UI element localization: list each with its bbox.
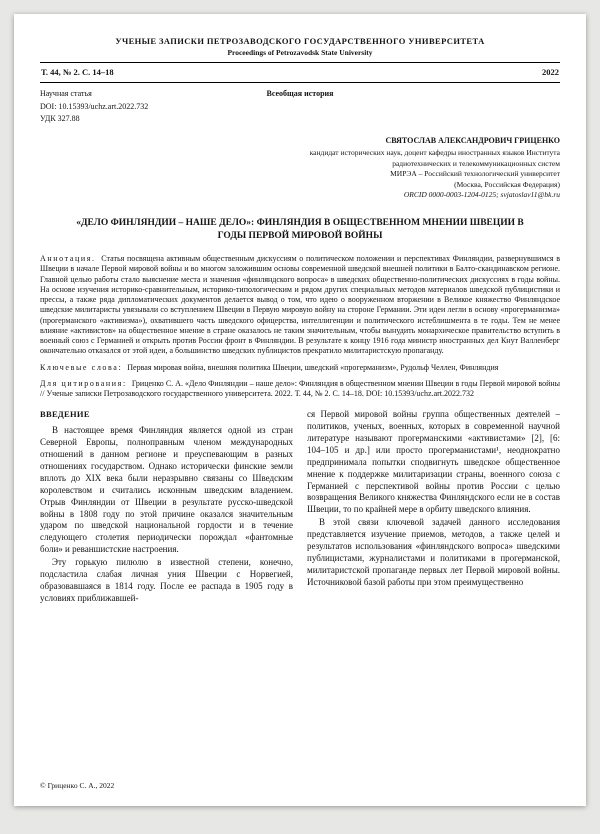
- header-divider-top: [40, 62, 560, 63]
- volume-row: [40, 67, 560, 77]
- article-type: Научная статья: [40, 89, 92, 98]
- journal-title-en: Proceedings of Petrozavodsk State University: [227, 48, 373, 57]
- udc-code: УДК 327.88: [40, 114, 80, 123]
- body-paragraph: В этой связи ключевой задачей данного исследования представляется изучение приемов, методов, а также целей и результатов использования «финляндского вопроса» шведскими публицистами, журналистами и политиками в прогерманской, милитаристской пропаганде первых лет Первой мировой войны. Источниковой базой работы при этом преимущественно: [307, 517, 560, 587]
- right-column: [307, 409, 560, 604]
- introduction-heading: ВВЕДЕНИЕ: [40, 409, 90, 420]
- left-column: [40, 409, 293, 604]
- copyright-footer: © Гриценко С. А., 2022: [40, 781, 115, 790]
- keywords-label: Ключевые слова:: [40, 362, 123, 372]
- abstract-block: [40, 254, 560, 356]
- article-page: [14, 14, 586, 806]
- abstract-text: Статья посвящена активным общественным дискуссиям о политическом положении и перспективах Финляндии, развернувшимся в Швеции в начале Первой мировой войны и во многом заложившим основы современной шведской внешней политики в Балто-скандинавском регионе. Главной целью работы стало выяснение места и значения «финляндского вопроса» в шведских общественно-политических дискуссиях в годы войны. На основе изучения историко-сравнительным, историко-типологическим и рядом других специальных методов материалов шведской публицистики и прессы, а также ряда дипломатических документов делается вывод о том, что идею о вооруженном вторжении в Великое княжество Финляндское шведские милитаристы увязывали со вступлением Швеции в Первую мировую войну на стороне Германии. Эти идеи легли в основу «прогерманизма» (прогерманского «активизма»), охватившего часть шведского офицерства, интеллигенции и политического истеблишмента в те годы. Тем не менее влияние «активистов» на общественное мнение в стране оказалось не таким значительным, чтобы вынудить монархическое правительство вступить в военный союз с Германией и открыть против России фронт в Финляндии. В результате к концу 1916 года министр иностранных дел Кнут Валленберг окончательно отказался от этой идеи, а большинство шведских публицистов прекратило милитаристскую пропаганду.: [40, 254, 560, 356]
- body-paragraph: Эту горькую пилюлю в известной степени, конечно, подсластила слабая личная уния Швеции с Норвегией, образовавшаяся в 1814 году. После ее распада в 1905 году в условиях приближавшей-: [40, 557, 293, 603]
- author-organization: МИРЭА – Российский технологический университет: [390, 169, 560, 179]
- body-paragraph: ся Первой мировой войны группа общественных деятелей – политиков, ученых, военных, которых в современной научной литературе называют прогерманскими «активистами» [2], [6: 104–105 и др.] или просто прогерманистами¹, неоднократно предпринимала попытки сподвигнуть шведское общественное мнение к поддержке милитаризации страны, военного союза с Германией с перспективой войны против России с целью возвращения Великого княжества Финляндского если не в состав Швеции, то по крайней мере в орбиту шведского влияния.: [307, 409, 560, 515]
- author-orcid-email: ORCID 0000-0003-1204-0125; svjatoslav11@bk.ru: [403, 190, 560, 200]
- journal-title-ru: УЧЕНЫЕ ЗАПИСКИ ПЕТРОЗАВОДСКОГО ГОСУДАРСТВЕННОГО УНИВЕРСИТЕТА: [115, 36, 485, 46]
- keywords-text: Первая мировая война, внешняя политика Швеции, шведский «прогерманизм», Рудольф Челлен, Финляндия: [127, 362, 499, 372]
- author-location: (Москва, Российская Федерация): [454, 179, 560, 189]
- doi: DOI: 10.15393/uchz.art.2022.732: [40, 102, 149, 111]
- body-paragraph: В настоящее время Финляндия является одной из стран Северной Европы, полноправным членом международных отношений в данном регионе и преуспевающим в разных отношениях государством. Однако исторически финские земли вплоть до XIX века были неразрывно связаны со Шведским королевством и считались исконным шведским владением. Отрыв Финляндии от Швеции в результате русско-шведской войны в 1808 году по этой причине оказался значительным ударом по шведской национальной гордости и в течение следующего столетия периодически порождал «фантомные боли» и реваншистские настроения.: [40, 425, 293, 555]
- publication-year: 2022: [542, 67, 559, 77]
- author-name: СВЯТОСЛАВ АЛЕКСАНДРОВИЧ ГРИЦЕНКО: [385, 136, 560, 145]
- author-block: [40, 135, 560, 201]
- article-title: «ДЕЛО ФИНЛЯНДИИ – НАШЕ ДЕЛО»: ФИНЛЯНДИЯ В ОБЩЕСТВЕННОМ МНЕНИИ ШВЕЦИИ В ГОДЫ ПЕРВОЙ МИРОВОЙ ВОЙНЫ: [76, 217, 524, 242]
- keywords-block: [40, 363, 560, 373]
- article-body: [40, 409, 560, 604]
- citation-block: [40, 379, 560, 399]
- citation-label: Для цитирования:: [40, 378, 127, 388]
- author-position: кандидат исторических наук, доцент кафедры иностранных языков Института радиотехнических и телекоммуникационных систем: [309, 148, 560, 168]
- citation-text: Гриценко С. А. «Дело Финляндии – наше дело»: Финляндия в общественном мнении Швеции в годы Первой мировой войны // Ученые записки Петрозаводского государственного университета. 2022. Т. 44, № 2. С. 14–18. DOI: 10.15393/uchz.art.2022.732: [40, 378, 561, 399]
- journal-header: [40, 36, 560, 123]
- journal-section: Всеобщая история: [266, 89, 334, 98]
- abstract-label: Аннотация.: [40, 254, 96, 264]
- volume-pages: Т. 44, № 2. С. 14–18: [41, 67, 114, 77]
- header-divider-bottom: [40, 82, 560, 83]
- meta-row: [40, 89, 560, 98]
